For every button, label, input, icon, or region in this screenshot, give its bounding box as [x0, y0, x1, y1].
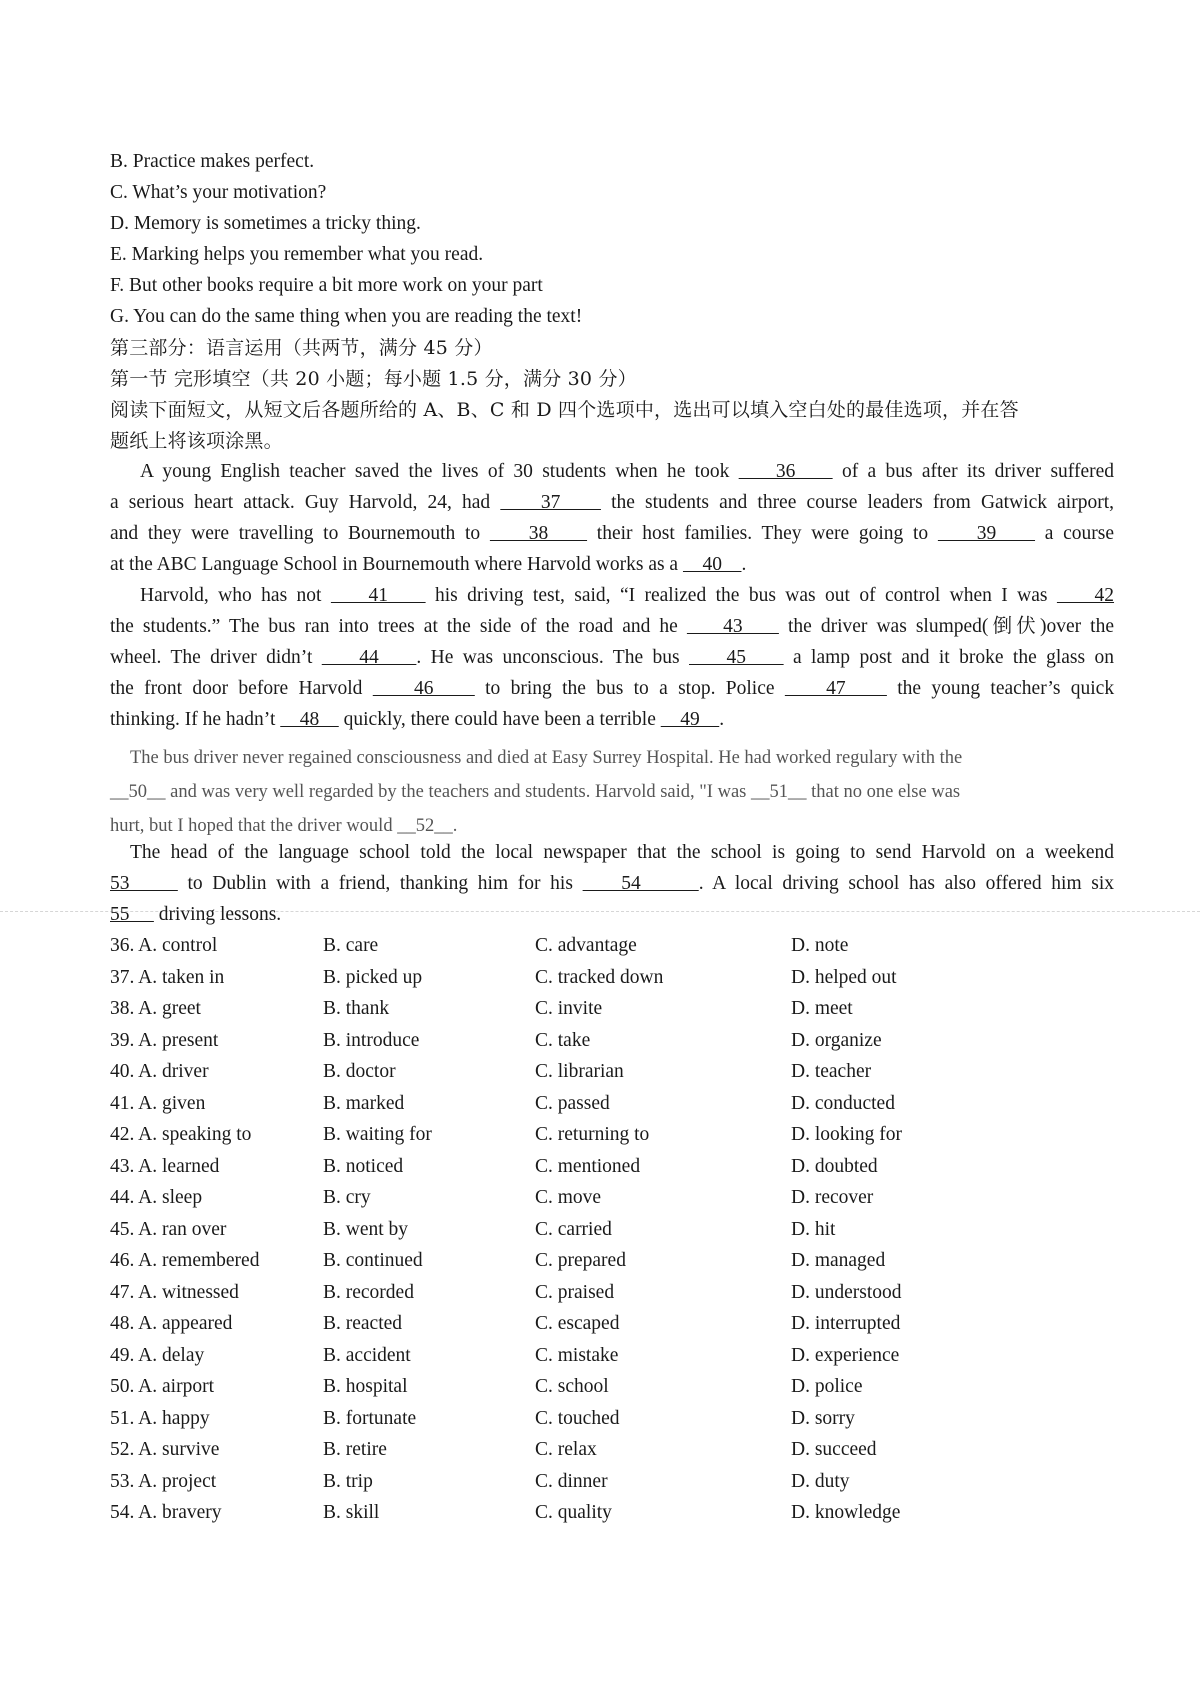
reading-option-d: D. Memory is sometimes a tricky thing. [110, 213, 421, 234]
passage-p1-line2 [110, 488, 1114, 518]
question-row [110, 1372, 1114, 1404]
blank-50: __50__ [110, 782, 166, 802]
passage-text: hurt, but I hoped that the driver would [110, 816, 393, 836]
option-d: D. looking for [791, 1124, 903, 1145]
option-c: C. praised [535, 1281, 615, 1303]
passage-text: the driver was slumped(倒伏)over the [787, 616, 1115, 637]
option-d: D. interrupted [791, 1313, 901, 1334]
option-d: D. understood [791, 1281, 902, 1303]
option-d: D. managed [791, 1250, 886, 1271]
option-d: D. duty [791, 1470, 850, 1492]
question-row [110, 1278, 1114, 1310]
option-a: 49. A. delay [110, 1344, 205, 1366]
passage-text: and was very well regarded by the teachers and students. Harvold said, "I was [170, 782, 747, 802]
option-d: D. note [791, 935, 849, 956]
section-heading: 第一节 完形填空（共 20 小题；每小题 1.5 分，满分 30 分） [110, 368, 637, 390]
passage-text: . A local driving school has also offered him six [698, 873, 1115, 894]
blank-41: 41 [330, 585, 426, 606]
option-c: C. invite [535, 998, 603, 1019]
option-d: D. knowledge [791, 1502, 901, 1523]
option-d: D. experience [791, 1344, 900, 1366]
option-a: 42. A. speaking to [110, 1124, 252, 1145]
option-b: B. trip [323, 1470, 373, 1492]
option-c: C. quality [535, 1502, 612, 1523]
question-row [110, 1309, 1114, 1341]
reading-option-b: B. Practice makes perfect. [110, 151, 315, 172]
option-b: B. reacted [323, 1313, 403, 1334]
option-a: 54. A. bravery [110, 1502, 222, 1523]
option-a: 51. A. happy [110, 1407, 210, 1429]
passage-text: Harvold, who has not [140, 585, 322, 606]
option-d: D. meet [791, 998, 853, 1019]
passage-p1-line4 [110, 550, 746, 580]
question-row [110, 1341, 1114, 1373]
passage-text: driving lessons. [158, 904, 282, 925]
option-a: 38. A. greet [110, 998, 201, 1019]
passage-text: of a bus after its driver suffered [841, 461, 1114, 482]
option-d: D. sorry [791, 1407, 855, 1429]
option-b: B. fortunate [323, 1407, 417, 1429]
question-row [110, 1498, 1114, 1530]
reading-option-f: F. But other books require a bit more work on your part [110, 275, 543, 296]
question-row [110, 1026, 1114, 1058]
option-c: C. move [535, 1187, 602, 1208]
option-b: B. continued [323, 1250, 423, 1271]
option-b: B. went by [323, 1218, 409, 1240]
blank-45: 45 [689, 647, 784, 668]
option-c: C. prepared [535, 1250, 626, 1271]
passage-text: and they were travelling to Bournemouth to [110, 523, 481, 544]
question-row [110, 1120, 1114, 1152]
option-c: C. returning to [535, 1124, 650, 1145]
passage-p4-line3 [110, 900, 281, 930]
option-a: 37. A. taken in [110, 966, 225, 988]
blank-46: 46 [372, 678, 475, 699]
passage-text: . [452, 816, 458, 836]
option-c: C. mentioned [535, 1155, 641, 1177]
passage-text: wheel. The driver didn’t [110, 647, 313, 668]
option-a: 36. A. control [110, 935, 218, 956]
option-c: C. touched [535, 1407, 620, 1429]
blank-40: 40 [682, 554, 742, 575]
passage-p3-line3 [110, 811, 457, 841]
option-b: B. cry [323, 1187, 371, 1208]
option-a: 53. A. project [110, 1470, 217, 1492]
question-row [110, 1467, 1114, 1499]
option-c: C. take [535, 1029, 591, 1051]
option-a: 40. A. driver [110, 1061, 209, 1082]
option-d: D. conducted [791, 1092, 895, 1114]
passage-text: at the ABC Language School in Bournemouth where Harvold works as a [110, 554, 679, 575]
passage-p2-line5 [110, 705, 724, 735]
option-d: D. recover [791, 1187, 874, 1208]
passage-text: the front door before Harvold [110, 678, 363, 699]
passage-text: . [719, 709, 725, 730]
question-row [110, 1246, 1114, 1278]
option-c: C. escaped [535, 1313, 620, 1334]
passage-text: the students and three course leaders from Gatwick airport, [611, 492, 1114, 513]
passage-p2-line2 [110, 612, 1114, 642]
option-d: D. organize [791, 1029, 882, 1051]
instruction-line-1: 阅读下面短文，从短文后各题所给的 A、B、C 和 D 四个选项中，选出可以填入空白处的最佳选项，并在答 [110, 399, 1019, 421]
blank-37: 37 [500, 492, 601, 513]
reading-option-c: C. What’s your motivation? [110, 182, 327, 203]
question-row [110, 963, 1114, 995]
passage-p2-line4 [110, 674, 1114, 704]
option-c: C. passed [535, 1092, 610, 1114]
option-b: B. doctor [323, 1061, 396, 1082]
passage-text: a course [1044, 523, 1115, 544]
passage-text: . [741, 554, 747, 575]
option-a: 47. A. witnessed [110, 1281, 239, 1303]
passage-p3-line1: The bus driver never regained consciousness and died at Easy Surrey Hospital. He had worked regulary with the [130, 748, 963, 768]
option-a: 48. A. appeared [110, 1313, 233, 1334]
option-c: C. school [535, 1376, 609, 1397]
blank-54: 54 [582, 873, 699, 894]
blank-49: 49 [660, 709, 720, 730]
option-a: 52. A. survive [110, 1439, 220, 1460]
passage-text: the students.” The bus ran into trees at the side of the road and he [110, 616, 678, 637]
passage-text: his driving test, said, “I realized the bus was out of control when I was [435, 585, 1048, 606]
option-d: D. police [791, 1376, 863, 1397]
passage-p2-line1 [110, 581, 1114, 611]
option-b: B. introduce [323, 1029, 420, 1051]
option-b: B. skill [323, 1502, 380, 1523]
option-d: D. hit [791, 1218, 836, 1240]
blank-42: 42 [1056, 585, 1115, 606]
option-c: C. relax [535, 1439, 597, 1460]
blank-51: __51__ [751, 782, 807, 802]
option-c: C. carried [535, 1218, 612, 1240]
option-a: 45. A. ran over [110, 1218, 227, 1240]
instruction-line-2: 题纸上将该项涂黑。 [110, 430, 283, 452]
passage-text: a lamp post and it broke the glass on [793, 647, 1115, 668]
passage-text: the young teacher’s quick [897, 678, 1115, 699]
option-b: B. waiting for [323, 1124, 432, 1145]
blank-47: 47 [784, 678, 887, 699]
question-row [110, 1089, 1114, 1121]
option-a: 39. A. present [110, 1029, 219, 1051]
blank-52: __52__ [397, 816, 453, 836]
blank-38: 38 [489, 523, 588, 544]
blank-53: 53 [110, 873, 178, 894]
blank-43: 43 [686, 616, 779, 637]
passage-text: thinking. If he hadn’t [110, 709, 276, 730]
passage-text: to bring the bus to a stop. Police [485, 678, 775, 699]
option-a: 44. A. sleep [110, 1187, 203, 1208]
passage-text: that no one else was [811, 782, 961, 802]
reading-option-e: E. Marking helps you remember what you read. [110, 244, 484, 265]
option-d: D. teacher [791, 1061, 872, 1082]
option-b: B. hospital [323, 1376, 408, 1397]
question-row [110, 1057, 1114, 1089]
passage-text: . He was unconscious. The bus [416, 647, 680, 668]
blank-48: 48 [280, 709, 339, 730]
option-b: B. noticed [323, 1155, 404, 1177]
passage-text: their host families. They were going to [596, 523, 929, 544]
option-c: C. mistake [535, 1344, 619, 1366]
option-b: B. retire [323, 1439, 387, 1460]
passage-text: a serious heart attack. Guy Harvold, 24, had [110, 492, 491, 513]
option-a: 50. A. airport [110, 1376, 214, 1397]
option-d: D. doubted [791, 1155, 878, 1177]
passage-p1-line3 [110, 519, 1114, 549]
question-row [110, 994, 1114, 1026]
passage-text: quickly, there could have been a terrible [343, 709, 656, 730]
option-c: C. advantage [535, 935, 637, 956]
passage-text: A young English teacher saved the lives of 30 students when he took [140, 461, 730, 482]
reading-option-g: G. You can do the same thing when you are reading the text! [110, 306, 583, 327]
passage-text: to Dublin with a friend, thanking him for his [187, 873, 573, 894]
option-d: D. succeed [791, 1439, 877, 1460]
question-row [110, 931, 1114, 963]
option-b: B. recorded [323, 1281, 414, 1303]
option-a: 46. A. remembered [110, 1250, 260, 1271]
part-heading: 第三部分：语言运用（共两节，满分 45 分） [110, 337, 493, 359]
option-c: C. tracked down [535, 966, 664, 988]
passage-p4-line2 [110, 869, 1114, 899]
option-a: 41. A. given [110, 1092, 206, 1114]
question-row [110, 1183, 1114, 1215]
option-b: B. care [323, 935, 379, 956]
passage-p2-line3 [110, 643, 1114, 673]
passage-p4-line1: The head of the language school told the local newspaper that the school is going to send Harvold on a weekend [130, 842, 1114, 863]
question-row [110, 1435, 1114, 1467]
option-d: D. helped out [791, 966, 897, 988]
passage-p3-line2 [110, 777, 960, 807]
option-a: 43. A. learned [110, 1155, 220, 1177]
blank-44: 44 [321, 647, 417, 668]
question-row [110, 1152, 1114, 1184]
option-b: B. accident [323, 1344, 411, 1366]
blank-36: 36 [738, 461, 833, 482]
blank-39: 39 [937, 523, 1036, 544]
passage-p1-line1 [110, 457, 1114, 487]
question-row [110, 1404, 1114, 1436]
question-row [110, 1215, 1114, 1247]
option-b: B. marked [323, 1092, 405, 1114]
option-b: B. picked up [323, 966, 423, 988]
option-c: C. librarian [535, 1061, 624, 1082]
option-c: C. dinner [535, 1470, 608, 1492]
blank-55: 55 [110, 904, 154, 925]
option-b: B. thank [323, 998, 390, 1019]
